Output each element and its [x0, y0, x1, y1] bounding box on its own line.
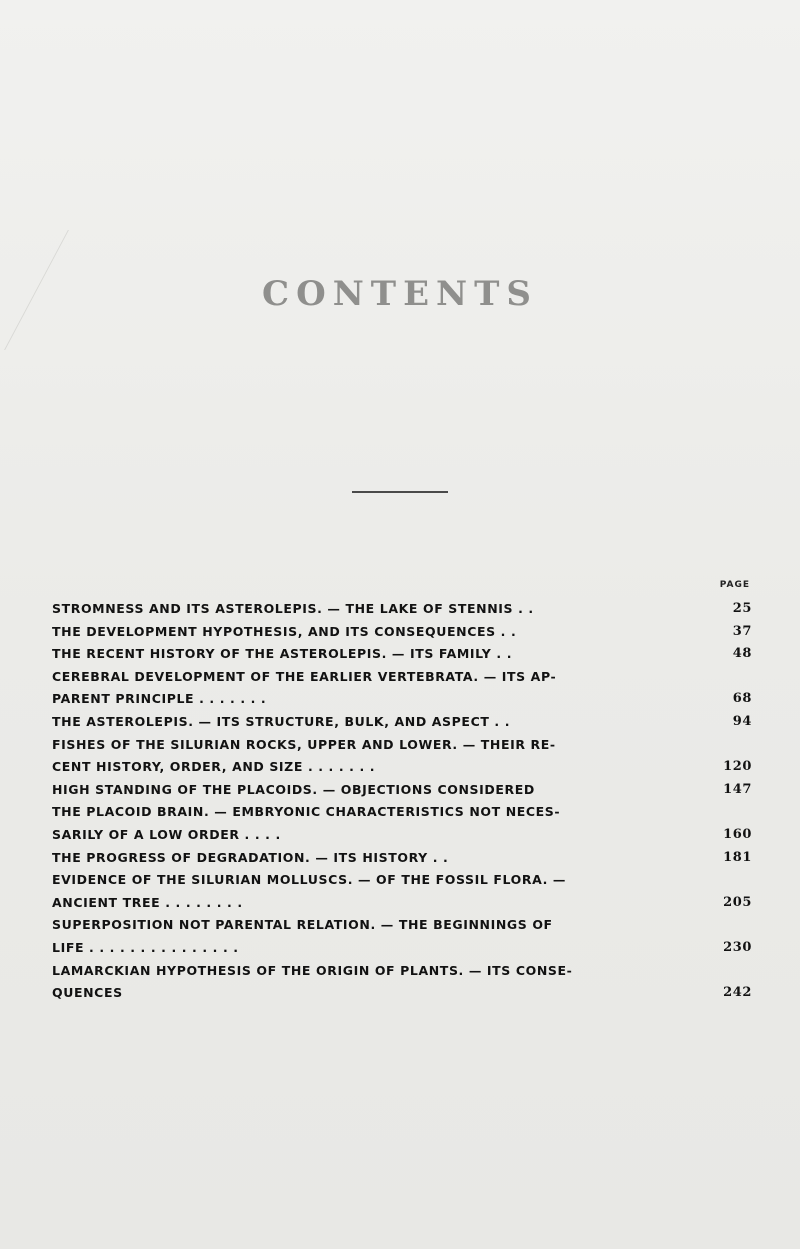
toc-entry[interactable]	[52, 779, 752, 802]
toc-entry-title-continued: LIFE . . . . . . . . . . . . . . .	[52, 939, 239, 955]
toc-entry-page: 68	[732, 691, 752, 707]
page-column-label: PAGE	[719, 580, 750, 590]
toc-entry-title: EVIDENCE OF THE SILURIAN MOLLUSCS. — OF THE FOSSIL FLORA. —	[52, 872, 567, 888]
toc-entry-title: FISHES OF THE SILURIAN ROCKS, UPPER AND LOWER. — THEIR RE-	[52, 736, 556, 752]
title-rule	[352, 491, 448, 493]
toc-entry-title-continued: PARENT PRINCIPLE . . . . . . .	[52, 691, 267, 707]
toc-entry-page: 48	[732, 646, 752, 662]
toc-entry-page: 37	[732, 623, 752, 639]
toc-entry-title-continued: CENT HISTORY, ORDER, AND SIZE . . . . . . .	[52, 759, 376, 775]
toc-entry[interactable]	[52, 914, 752, 959]
table-of-contents	[52, 598, 752, 1005]
toc-entry-page: 25	[732, 601, 752, 616]
toc-entry-title-continued: SARILY OF A LOW ORDER . . . .	[52, 826, 281, 842]
toc-entry[interactable]	[52, 711, 752, 734]
toc-entry[interactable]	[52, 960, 752, 1005]
toc-entry-page: 230	[723, 939, 752, 955]
toc-entry-page: 242	[723, 985, 752, 1001]
toc-entry-title: STROMNESS AND ITS ASTEROLEPIS. — THE LAKE OF STENNIS . .	[52, 601, 534, 616]
toc-entry-title: CEREBRAL DEVELOPMENT OF THE EARLIER VERTEBRATA. — ITS AP-	[52, 668, 557, 684]
toc-entry[interactable]	[52, 734, 752, 779]
toc-entry-page: 94	[732, 713, 752, 729]
toc-entry-page: 147	[723, 781, 752, 797]
toc-entry[interactable]	[52, 621, 752, 644]
toc-entry-title: THE PLACOID BRAIN. — EMBRYONIC CHARACTERISTICS NOT NECES-	[52, 804, 561, 820]
toc-entry-page: 205	[723, 894, 752, 910]
page-title: CONTENTS	[262, 274, 538, 314]
toc-entry-title: THE DEVELOPMENT HYPOTHESIS, AND ITS CONSEQUENCES . .	[52, 623, 517, 639]
toc-entry-title: HIGH STANDING OF THE PLACOIDS. — OBJECTIONS CONSIDERED	[52, 781, 535, 797]
toc-entry-title-continued: ANCIENT TREE . . . . . . . .	[52, 894, 243, 910]
toc-entry-title: SUPERPOSITION NOT PARENTAL RELATION. — THE BEGINNINGS OF	[52, 917, 553, 933]
toc-entry[interactable]	[52, 643, 752, 666]
toc-entry-page: 120	[723, 759, 752, 775]
toc-entry[interactable]	[52, 869, 752, 914]
toc-entry-title: THE PROGRESS OF DEGRADATION. — ITS HISTORY . .	[52, 849, 449, 865]
toc-entry-title: THE ASTEROLEPIS. — ITS STRUCTURE, BULK, AND ASPECT . .	[52, 713, 511, 729]
toc-entry[interactable]	[52, 801, 752, 846]
toc-entry-page: 181	[723, 849, 752, 865]
toc-entry-title: THE RECENT HISTORY OF THE ASTEROLEPIS. — ITS FAMILY . .	[52, 646, 513, 662]
toc-entry[interactable]	[52, 666, 752, 711]
toc-entry[interactable]	[52, 847, 752, 870]
toc-entry-page: 160	[723, 826, 752, 842]
toc-entry[interactable]	[52, 598, 752, 621]
toc-entry-title-continued: QUENCES	[52, 985, 123, 1001]
toc-entry-title: LAMARCKIAN HYPOTHESIS OF THE ORIGIN OF PLANTS. — ITS CONSE-	[52, 962, 573, 978]
